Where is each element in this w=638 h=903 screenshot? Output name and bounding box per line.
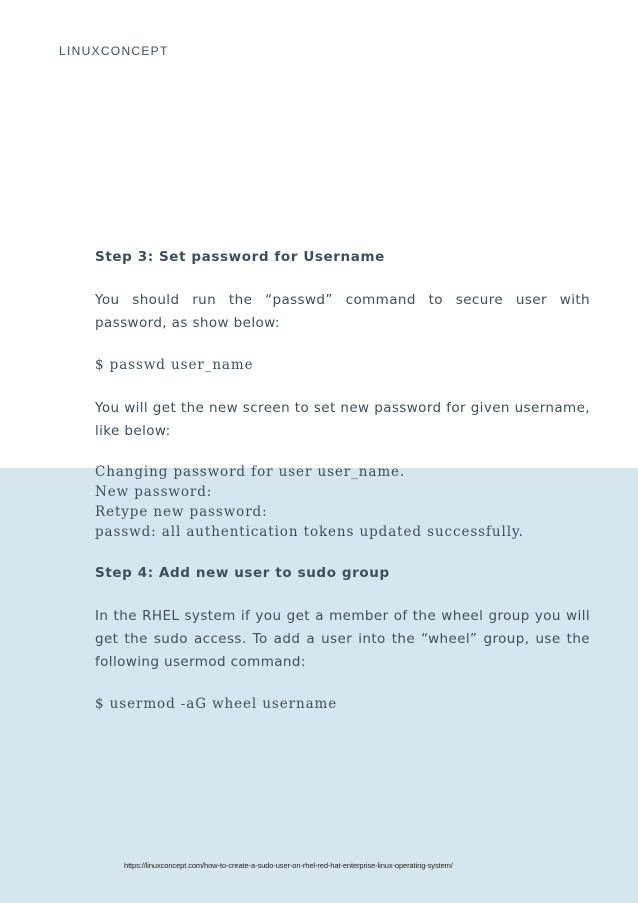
article-content [95, 248, 590, 716]
step3-command: $ passwd user_name [95, 357, 254, 373]
step4-command: $ usermod -aG wheel username [95, 696, 338, 712]
output-line: Retype new password: [95, 504, 268, 520]
step3-description-paragraph: You will get the new screen to set new password for given username, like below: [95, 400, 590, 439]
step3-output-block [95, 462, 590, 542]
brand-logo-text: LINUXCONCEPT [59, 44, 169, 58]
output-line: Changing password for user user_name. [95, 464, 406, 480]
step4-description-paragraph: In the RHEL system if you get a member of the wheel group you will get the sudo access. To add a user into the “wheel” group, use the following usermod command: [95, 608, 590, 670]
step4-heading: Step 4: Add new user to sudo group [95, 565, 390, 581]
output-line: New password: [95, 484, 213, 500]
output-line: passwd: all authentication tokens updated successfully. [95, 524, 524, 540]
source-url-link[interactable]: https://linuxconcept.com/how-to-create-a-sudo-user-on-rhel-red-hat-enterprise-linux-operating-system/ [124, 861, 453, 870]
step3-intro-paragraph: You should run the “passwd” command to secure user with password, as show below: [95, 292, 590, 331]
step3-heading: Step 3: Set password for Username [95, 249, 385, 265]
